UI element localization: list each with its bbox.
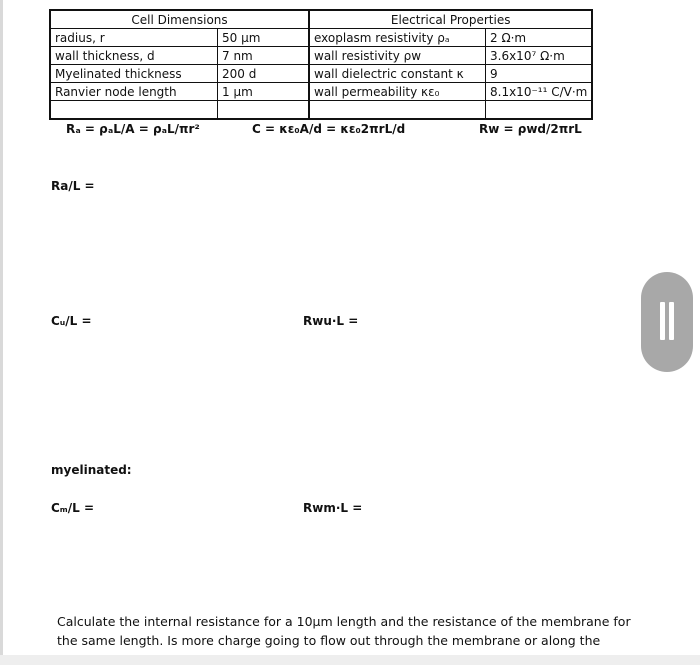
empty-row <box>50 101 592 120</box>
dim-label: Ranvier node length <box>50 83 218 101</box>
dim-label: wall thickness, d <box>50 47 218 65</box>
prop-label: wall resistivity ρw <box>309 47 486 65</box>
cm-per-length-label: Cₘ/L = <box>51 501 95 515</box>
ra-per-length-label: Ra/L = <box>51 179 95 193</box>
empty-cell <box>309 101 486 120</box>
grip-line-icon <box>660 302 665 340</box>
dim-label: Myelinated thickness <box>50 65 218 83</box>
empty-cell <box>486 101 593 120</box>
dim-label: radius, r <box>50 29 218 47</box>
prop-value: 8.1x10⁻¹¹ C/V·m <box>486 83 593 101</box>
axial-resistance-formula: Rₐ = ρₐL/A = ρₐL/πr² <box>66 122 200 136</box>
wall-resistance-formula: Rw = ρwd/2πrL <box>479 122 582 136</box>
table-row <box>50 83 592 101</box>
prop-label: exoplasm resistivity ρₐ <box>309 29 486 47</box>
prop-label: wall dielectric constant κ <box>309 65 486 83</box>
table-row <box>50 65 592 83</box>
empty-cell <box>218 101 310 120</box>
prop-label: wall permeability κε₀ <box>309 83 486 101</box>
table-row <box>50 47 592 65</box>
properties-table <box>49 9 593 120</box>
electrical-properties-header: Electrical Properties <box>309 10 592 29</box>
table-header-row <box>50 10 592 29</box>
prop-value: 3.6x10⁷ Ω·m <box>486 47 593 65</box>
myelinated-heading: myelinated: <box>51 463 132 477</box>
dim-value: 7 nm <box>218 47 310 65</box>
table-row <box>50 29 592 47</box>
question-text: Calculate the internal resistance for a 10μm length and the resistance of the membrane for the same length. Is more charge going to flow out through the membrane or along the <box>57 614 631 648</box>
prop-value: 2 Ω·m <box>486 29 593 47</box>
scroll-handle[interactable] <box>641 272 693 372</box>
empty-cell <box>50 101 218 120</box>
dim-value: 50 μm <box>218 29 310 47</box>
rwm-times-length-label: Rwm·L = <box>303 501 363 515</box>
dim-value: 1 μm <box>218 83 310 101</box>
rwu-times-length-label: Rwu·L = <box>303 314 359 328</box>
prop-value: 9 <box>486 65 593 83</box>
dim-value: 200 d <box>218 65 310 83</box>
cell-dimensions-header: Cell Dimensions <box>50 10 309 29</box>
grip-line-icon <box>669 302 674 340</box>
bottom-strip <box>0 655 700 665</box>
cu-per-length-label: Cᵤ/L = <box>51 314 92 328</box>
left-edge <box>0 0 3 665</box>
capacitance-formula: C = κε₀A/d = κε₀2πrL/d <box>252 122 406 136</box>
